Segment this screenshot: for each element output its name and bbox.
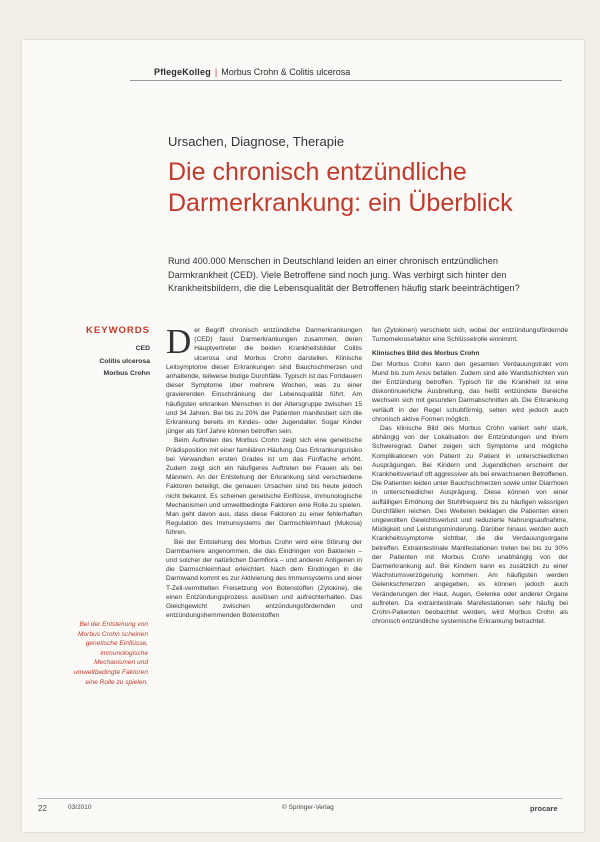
header-topic: Morbus Crohn & Colitis ulcerosa	[221, 67, 351, 77]
body-column-right	[372, 326, 568, 627]
lead-line: Darmkrankheit (CED). Viele Betroffene sind noch jung. Was verbirgt sich hinter den	[168, 269, 507, 280]
body-paragraph: Bei der Entstehung des Morbus Crohn wird eine Störung der Darmbarriere angenommen, die das Eindringen von Bakterien – und solcher der natürlichen Darmflora – und anderen Antigenen in die Darmschleimhaut erleichtert. Nach dem Eindringen in die Darmwand kommt es zur Aktivierung des Immunsystems und einer T-Zell-vermittelten Freisetzung von Botenstoffen (Zytokine), die einen Entzündungsprozess auslösen und aufrechterhalten. Das Gleichgewicht zwischen entzündungsfördernden und entzündungshemmenden Botenstoffen	[166, 538, 362, 620]
lead-line: Krankheitsbildern, die die Lebensqualität der Betroffenen häufig stark beeinträchtigen?	[168, 283, 520, 293]
body-paragraph: fen (Zytokinen) verschiebt sich, wobei der entzündungsfördernde Tumornekrosefaktor eine Schlüsselrolle einnimmt.	[372, 327, 568, 344]
publisher: © Springer-Verlag	[282, 804, 334, 811]
pull-quote: Bei der Entstehung von Morbus Crohn scheinen genetische Einflüsse, immunologische Mechanismen und umweltbedingte Faktoren eine Rolle zu spielen.	[73, 621, 148, 686]
drop-cap: D	[166, 322, 192, 361]
keyword-item: Morbus Crohn	[103, 370, 150, 377]
title-line: Die chronisch entzündliche	[168, 158, 467, 186]
section-header	[154, 67, 350, 77]
footer-rule	[38, 798, 562, 799]
article-title	[168, 157, 568, 219]
body-paragraph	[166, 322, 362, 436]
brand-logo: procare	[530, 804, 558, 813]
header-separator: |	[214, 67, 218, 77]
section-subheading: Klinisches Bild des Morbus Crohn	[372, 350, 480, 358]
title-line: Darmerkrankung: ein Überblick	[168, 189, 513, 217]
body-column-left	[166, 322, 362, 621]
page-number: 22	[38, 804, 47, 813]
body-paragraph: Der Morbus Crohn kann den gesamten Verdauungstrakt vom Mund bis zum Anus befallen. Zudem sind alle Wandschichten von der Entzündung betroffen. Typisch für die Krankheit ist eine diskontinuierliche Ausbreitung, das heißt entzündete Bereiche wechseln sich mit gesunden Darmabschnitten ab. Die Erkrankung verläuft in der Regel schubförmig, selten wird jedoch auch chronisch aktive Formen möglich.	[372, 360, 568, 423]
article-lead	[168, 255, 558, 296]
keyword-item: CED	[135, 345, 150, 352]
header-rule	[130, 80, 562, 81]
keywords-title: KEYWORDS	[86, 325, 150, 336]
body-paragraph: Das klinische Bild des Morbus Crohn variiert sehr stark, abhängig von der Lokalisation der Entzündungen und ihrem Schweregrad. Daher zeigen sich Symptome und mögliche Komplikationen von Patient zu Patient in unterschiedlichen Ausprägungen. Bei Kindern und Jugendlichen erscheint der Krankheitsverlauf oft aggressiver als bei erwachsenen Betroffenen. Die Patienten leiden unter Bauchschmerzen sowie unter Diarrhoen in unterschiedlicher Ausprägung. Diese können von einer auffälligen Erhöhung der Stuhlfrequenz bis zu häufigen wässrigen Durchfällen reichen. Des Weiteren beklagen die Patienten einen ungewollten Gewichtsverlust und reduzierte Nahrungsaufnahme, Müdigkeit und Leistungsminderung. Darüber hinaus werden auch Krankheitssymptome sichtbar, die die Verdauungsorgane betreffen. Extraintestinale Manifestationen treten bei bis zu 30% der Patienten mit Morbus Crohn unabhängig von der Darmerkrankung auf. Bei Kindern kann es zusätzlich zu einer Wachstumsverzögerung kommen. Am häufigsten werden Gelenkschmerzen angegeben, es können jedoch auch Veränderungen der Haut, Augen, Gelenke oder anderer Organe auftreten. Da extraintestinale Manifestationen sehr häufig bei Crohn-Patienten beobachtet werden, wird Morbus Crohn als chronisch entzündliche systemische Erkrankung betrachtet.	[372, 425, 568, 626]
keyword-item: Colitis ulcerosa	[99, 357, 150, 365]
lead-line: Rund 400.000 Menschen in Deutschland leiden an einer chronisch entzündlichen	[168, 256, 498, 266]
header-kolleg: PflegeKolleg	[154, 67, 211, 77]
body-text: er Begriff chronisch entzündliche Darmerkrankungen (CED) fasst Darmerkrankungen zusammen, deren Hauptvertreter die beiden Krankheitsbilder Colitis ulcerosa und Morbus Crohn darstellen. Klinische Leitsymptome dieser Erkrankungen sind Bauchschmerzen und anhaltende, teilweise blutige Durchfälle. Typisch ist das Fortdauern dieser Symptome über mehrere Wochen, was zu einer gravierenden Einschränkung der Lebensqualität führt. Am häufigsten erkranken Menschen in der Altersgruppe zwischen 15 und 34 Jahren. Bei bis zu 20% der Patienten manifestiert sich die Erkrankung bereits im Kindes- oder Jugendalter. Sogar Kinder jünger als fünf Jahre können betroffen sein.	[166, 327, 362, 436]
keywords-list	[70, 343, 150, 381]
body-paragraph: Beim Auftreten des Morbus Crohn zeigt sich eine genetische Prädisposition mit einer familiären Häufung. Das Erkrankungsrisiko bei Verwandten ersten Grades ist um das Fünffache erhöht. Zudem zeigt sich ein häufigeres Auftreten bei Frauen als bei Männern. An der Entstehung der Erkrankung sind verschiedene Faktoren beteiligt, die genauen Ursachen sind bis heute jedoch nicht bekannt. Es scheinen genetische Einflüsse, immunologische Mechanismen und umweltbedingte Faktoren eine Rolle zu spielen. Man geht davon aus, dass diese Faktoren zu einer fehlerhaften Regulation des Immunsystems der Darmschleimhaut (Mukosa) führen.	[166, 437, 362, 537]
article-kicker: Ursachen, Diagnose, Therapie	[168, 134, 345, 149]
issue-number: 03/2010	[68, 804, 92, 811]
